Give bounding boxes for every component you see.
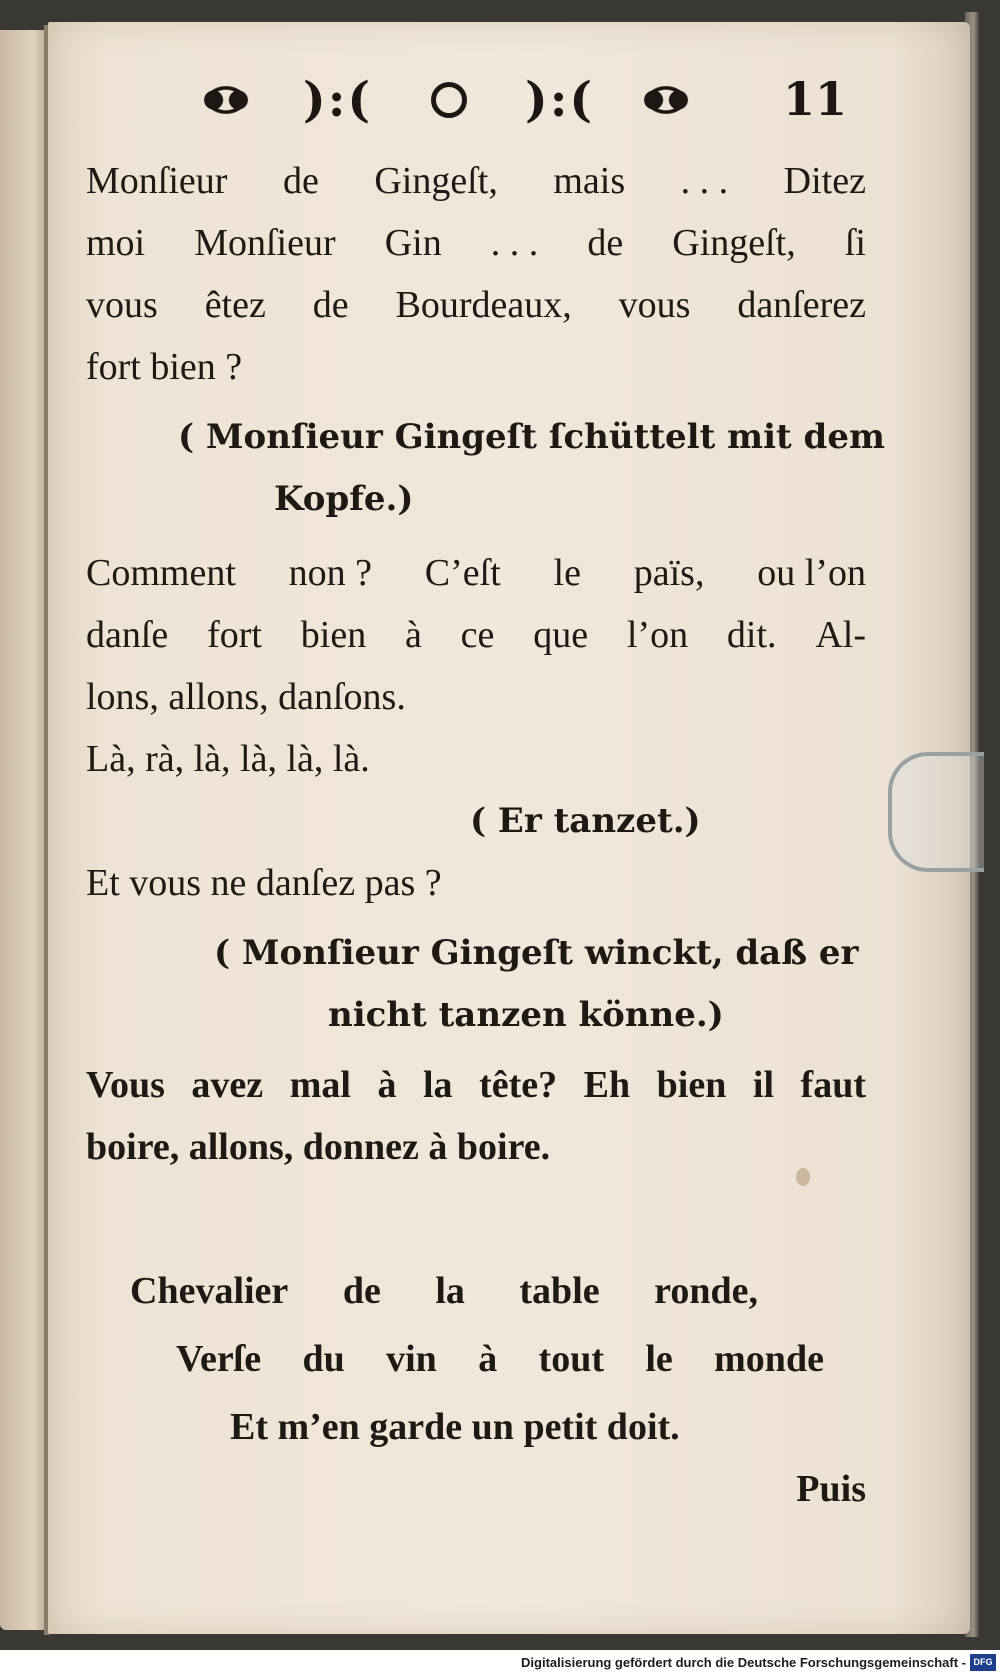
word: table [519,1270,600,1312]
stage-direction-1a: ( Monſieur Gingeſt ſchüttelt mit dem [178,417,885,457]
word: Verſe [176,1338,262,1380]
word: la [435,1270,465,1312]
word: de [342,1270,381,1312]
word: il [752,1064,775,1106]
stage-direction-3a: ( Monſieur Gingeſt winckt, daß er [214,933,859,973]
word: tête? [479,1064,558,1106]
word: bien [656,1064,727,1106]
word: mais [553,160,626,202]
header-mark-left: ):( [303,72,373,128]
word: danſerez [737,284,866,326]
word: ou l’on [757,552,866,594]
verse-line-3: Et m’en garde un petit doit. [230,1406,680,1448]
word: Vous [86,1064,165,1106]
verse-line-1 [86,1260,758,1322]
word: monde [714,1338,824,1380]
ornament-right-icon [635,78,697,122]
word: moi [86,222,146,264]
stage-direction-3b: nicht tanzen könne.) [328,995,724,1035]
word: Comment [86,552,236,594]
bookmark-clip [888,752,984,872]
word: fort [207,614,262,656]
word: . . . [680,160,729,202]
text-line-2 [86,212,866,274]
word: du [302,1338,345,1380]
word: mal [289,1064,351,1106]
header-mark-right: ):( [525,72,595,128]
text-line-6 [86,604,866,666]
word: le [553,552,581,594]
text-line-3 [86,274,866,336]
digitization-footer [0,1650,1000,1677]
word: de [282,160,319,202]
text-line-1 [86,150,866,212]
verse-line-2 [86,1328,824,1390]
word: vous [618,284,691,326]
text-line-5 [86,542,866,604]
word: avez [191,1064,264,1106]
funding-credit: Digitalisierung gefördert durch die Deutsche Forschungsgemeinschaft - [521,1655,966,1670]
stage-direction-2: ( Er tanzet.) [470,801,701,841]
word: Al- [815,614,866,656]
word: que [533,614,589,656]
page-number: 11 [783,72,848,126]
page-header [195,72,915,132]
word: de [587,222,624,264]
word: Gin [384,222,442,264]
word: l’on [626,614,689,656]
word: faut [800,1064,866,1106]
word: à [405,614,422,656]
text-line-11: boire, allons, donnez à boire. [86,1126,551,1168]
word: Chevalier [130,1270,289,1312]
word: danſe [86,614,169,656]
word: bien [300,614,367,656]
ornament-circle-icon [431,82,467,118]
word: êtez [204,284,266,326]
word: à [478,1338,498,1380]
word: C’eſt [424,552,501,594]
word: . . . [490,222,539,264]
word: Gingeſt, [672,222,796,264]
text-line-4: fort bien ? [86,346,243,388]
catchword: Puis [796,1468,866,1510]
word: le [645,1338,673,1380]
dfg-logo-icon: DFG [970,1654,996,1671]
previous-page-strip [0,30,48,1630]
word: Monſieur [194,222,336,264]
word: ronde, [654,1270,758,1312]
stage-direction-1b: Kopfe.) [274,479,414,519]
word: à [377,1064,397,1106]
word: ce [460,614,495,656]
word: non ? [288,552,373,594]
body-text [86,150,885,1520]
word: la [422,1064,453,1106]
word: Bourdeaux, [395,284,572,326]
word: tout [538,1338,604,1380]
word: Ditez [783,160,866,202]
text-line-7: lons, allons, danſons. [86,676,406,718]
ornament-left-icon [195,78,257,122]
word: ſi [844,222,866,264]
word: païs, [633,552,705,594]
text-line-10 [86,1054,866,1116]
word: Eh [583,1064,631,1106]
word: Gingeſt, [374,160,498,202]
word: vin [386,1338,437,1380]
word: vous [86,284,158,326]
text-line-9: Et vous ne danſez pas ? [86,862,442,904]
word: de [312,284,349,326]
word: dit. [726,614,777,656]
text-line-8: Là, rà, là, là, là, là. [86,738,370,780]
word: Monſieur [86,160,228,202]
